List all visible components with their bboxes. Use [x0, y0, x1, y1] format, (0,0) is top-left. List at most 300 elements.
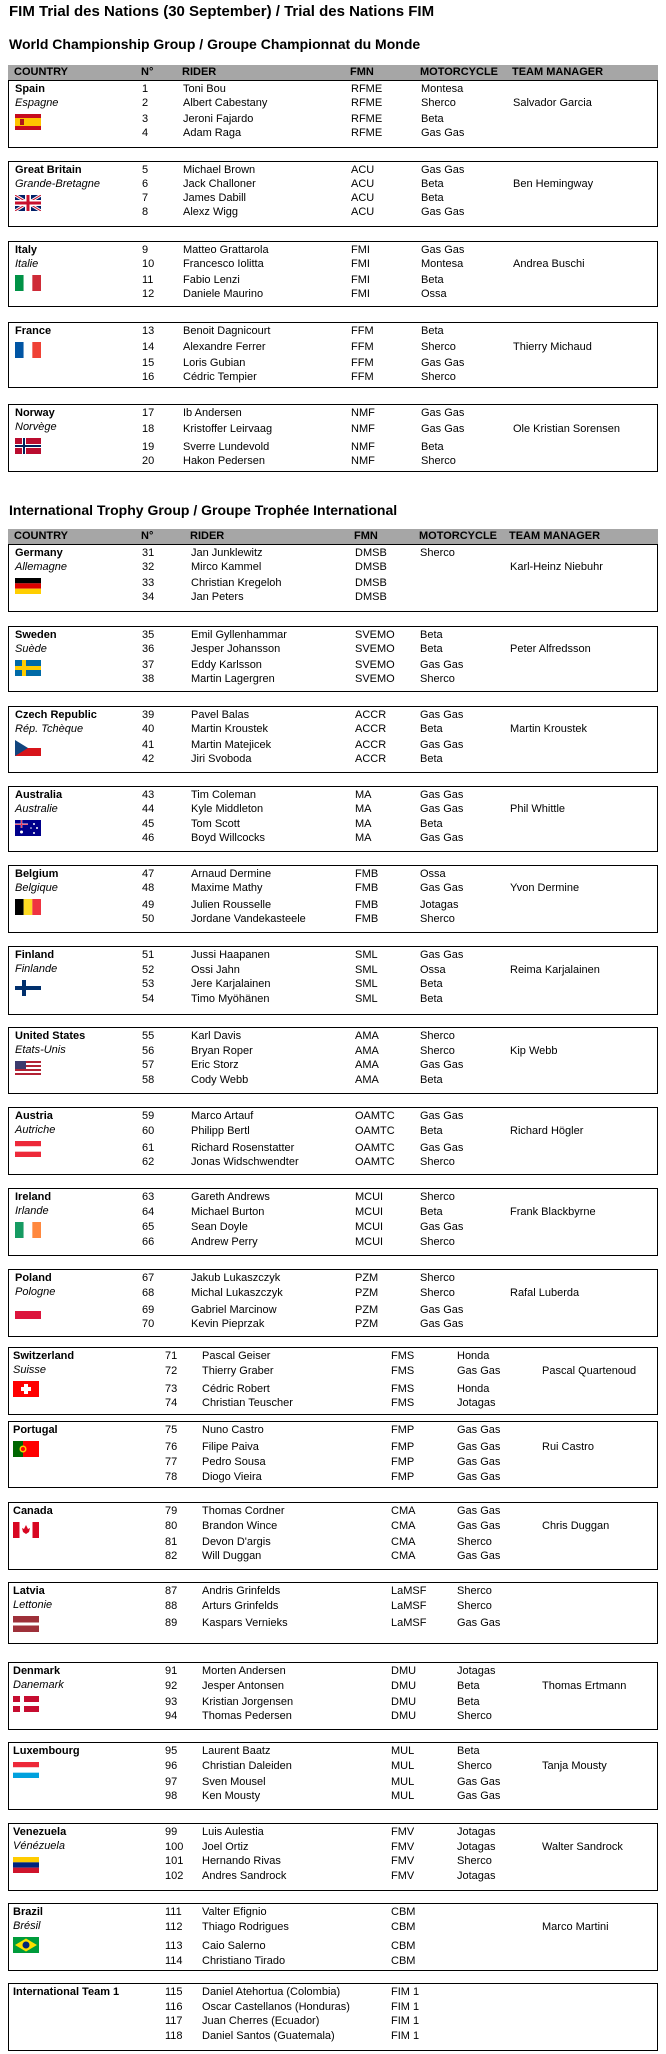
rider-number: 69: [142, 1304, 155, 1316]
rider-name: Michael Brown: [183, 164, 256, 176]
team-country-name: United States: [15, 1030, 86, 1042]
header-motorcycle: MOTORCYCLE: [419, 530, 498, 542]
portugal-flag: [13, 1441, 39, 1457]
team-block: [8, 1347, 658, 1415]
team-country-name: Sweden: [15, 629, 57, 641]
rider-fmn: FMP: [391, 1424, 415, 1436]
rider-number: 59: [142, 1110, 155, 1122]
rider-number: 65: [142, 1221, 155, 1233]
rider-fmn: OAMTC: [355, 1142, 395, 1154]
team-manager: Chris Duggan: [542, 1520, 610, 1532]
team-country-name: Great Britain: [15, 164, 82, 176]
header-country: COUNTRY: [14, 66, 68, 78]
rider-fmn: FIM 1: [391, 2015, 420, 2027]
rider-fmn: ACCR: [355, 709, 387, 721]
team-country-native: Irlande: [15, 1205, 49, 1217]
rider-number: 115: [165, 1986, 183, 1998]
rider-motorcycle: Gas Gas: [421, 127, 465, 139]
team-block: [8, 626, 658, 692]
rider-number: 46: [142, 832, 155, 844]
rider-number: 67: [142, 1272, 155, 1284]
rider-fmn: FMV: [391, 1870, 415, 1882]
team-country-name: France: [15, 325, 52, 337]
rider-number: 102: [165, 1870, 184, 1882]
rider-name: Oscar Castellanos (Honduras): [202, 2001, 350, 2013]
rider-number: 101: [165, 1855, 184, 1867]
team-country-name: International Team 1: [13, 1986, 120, 1998]
team-country-native: Suisse: [13, 1364, 47, 1376]
rider-fmn: FIM 1: [391, 1986, 420, 1998]
rider-fmn: NMF: [351, 455, 375, 467]
rider-number: 116: [165, 2001, 183, 2013]
denmark-flag: [13, 1696, 39, 1712]
rider-fmn: DMSB: [355, 591, 387, 603]
rider-fmn: MA: [355, 789, 372, 801]
latvia-flag: [13, 1616, 39, 1632]
rider-motorcycle: Gas Gas: [420, 739, 464, 751]
rider-fmn: MA: [355, 818, 372, 830]
norway-flag: [15, 438, 41, 454]
venezuela-flag: [13, 1857, 39, 1873]
rider-fmn: FMV: [391, 1855, 415, 1867]
rider-motorcycle: Gas Gas: [420, 659, 464, 671]
team-block: [8, 1983, 658, 2051]
rider-number: 60: [142, 1125, 155, 1137]
rider-name: Juan Cherres (Ecuador): [202, 2015, 320, 2027]
rider-number: 114: [165, 1955, 183, 1967]
rider-fmn: FMI: [351, 274, 370, 286]
rider-number: 66: [142, 1236, 155, 1248]
rider-number: 3: [142, 113, 149, 125]
rider-number: 33: [142, 577, 155, 589]
rider-fmn: CMA: [391, 1520, 416, 1532]
rider-name: Kevin Pieprzak: [191, 1318, 265, 1330]
rider-number: 50: [142, 913, 155, 925]
rider-motorcycle: Gas Gas: [420, 949, 464, 961]
rider-name: Kristoffer Leirvaag: [183, 423, 273, 435]
table-header: [8, 529, 658, 544]
team-manager: Ole Kristian Sorensen: [513, 423, 620, 435]
rider-name: Pascal Geiser: [202, 1350, 271, 1362]
rider-fmn: FMB: [355, 899, 379, 911]
rider-motorcycle: Beta: [420, 723, 443, 735]
rider-name: Martin Matejicek: [191, 739, 272, 751]
rider-fmn: ACU: [351, 192, 375, 204]
rider-name: Toni Bou: [183, 83, 226, 95]
brazil-flag: [13, 1937, 39, 1953]
rider-fmn: ACU: [351, 178, 375, 190]
rider-name: Kristian Jorgensen: [202, 1696, 294, 1708]
rider-motorcycle: Gas Gas: [457, 1790, 501, 1802]
rider-name: Devon D'argis: [202, 1536, 271, 1548]
rider-fmn: CMA: [391, 1505, 416, 1517]
rider-number: 100: [165, 1841, 184, 1853]
rider-name: Timo Myöhänen: [191, 993, 270, 1005]
header-fmn: FMN: [354, 530, 378, 542]
rider-motorcycle: Jotagas: [457, 1397, 496, 1409]
rider-motorcycle: Beta: [421, 192, 444, 204]
rider-name: Brandon Wince: [202, 1520, 278, 1532]
team-country-name: Denmark: [13, 1665, 61, 1677]
team-country-native: Danemark: [13, 1679, 64, 1691]
rider-motorcycle: Beta: [457, 1680, 480, 1692]
rider-number: 94: [165, 1710, 178, 1722]
team-block: [8, 1421, 658, 1488]
rider-number: 47: [142, 868, 155, 880]
team-block: [8, 404, 658, 472]
rider-name: Cédric Robert: [202, 1383, 270, 1395]
team-block: [8, 80, 658, 148]
team-country-name: Venezuela: [13, 1826, 67, 1838]
rider-fmn: RFME: [351, 97, 383, 109]
rider-motorcycle: Sherco: [420, 1287, 455, 1299]
rider-fmn: FMP: [391, 1441, 415, 1453]
rider-name: Christian Teuscher: [202, 1397, 293, 1409]
australia-flag: [15, 820, 41, 836]
rider-name: James Dabill: [183, 192, 246, 204]
rider-motorcycle: Beta: [420, 753, 443, 765]
rider-number: 49: [142, 899, 155, 911]
italy-flag: [15, 275, 41, 291]
team-manager: Ben Hemingway: [513, 178, 594, 190]
rider-motorcycle: Jotagas: [457, 1665, 496, 1677]
rider-fmn: OAMTC: [355, 1110, 395, 1122]
uk-flag: [15, 195, 41, 211]
rider-motorcycle: Montesa: [421, 258, 464, 270]
rider-number: 70: [142, 1318, 155, 1330]
rider-name: Morten Andersen: [202, 1665, 286, 1677]
rider-motorcycle: Gas Gas: [420, 1142, 464, 1154]
rider-name: Pedro Sousa: [202, 1456, 266, 1468]
rider-motorcycle: Gas Gas: [457, 1441, 501, 1453]
rider-fmn: ACCR: [355, 739, 387, 751]
rider-number: 118: [165, 2030, 183, 2042]
rider-fmn: SVEMO: [355, 659, 395, 671]
rider-fmn: FMS: [391, 1397, 415, 1409]
rider-motorcycle: Beta: [420, 643, 443, 655]
rider-fmn: MUL: [391, 1745, 415, 1757]
rider-motorcycle: Beta: [457, 1745, 480, 1757]
rider-motorcycle: Sherco: [457, 1760, 492, 1772]
rider-motorcycle: Sherco: [421, 341, 456, 353]
rider-fmn: AMA: [355, 1045, 379, 1057]
team-country-name: Italy: [15, 244, 38, 256]
rider-motorcycle: Gas Gas: [457, 1520, 501, 1532]
team-block: [8, 706, 658, 773]
team-country-native: Pologne: [15, 1286, 56, 1298]
rider-number: 8: [142, 206, 149, 218]
rider-fmn: DMSB: [355, 577, 387, 589]
rider-fmn: MCUI: [355, 1236, 384, 1248]
rider-name: Jesper Johansson: [191, 643, 281, 655]
team-country-native: Etats-Unis: [15, 1044, 66, 1056]
rider-name: Jesper Antonsen: [202, 1680, 284, 1692]
austria-flag: [15, 1141, 41, 1157]
rider-motorcycle: Jotagas: [457, 1826, 496, 1838]
finland-flag: [15, 980, 41, 996]
team-manager: Yvon Dermine: [510, 882, 580, 894]
rider-number: 78: [165, 1471, 178, 1483]
rider-name: Fabio Lenzi: [183, 274, 240, 286]
team-manager: Salvador Garcia: [513, 97, 592, 109]
rider-fmn: SVEMO: [355, 673, 395, 685]
team-country-name: Portugal: [13, 1424, 58, 1436]
team-block: [8, 1823, 658, 1891]
rider-name: Filipe Paiva: [202, 1441, 259, 1453]
team-block: [8, 1027, 658, 1094]
rider-name: Emil Gyllenhammar: [191, 629, 287, 641]
rider-number: 36: [142, 643, 155, 655]
team-country-native: Grande-Bretagne: [15, 178, 100, 190]
rider-fmn: FMB: [355, 882, 379, 894]
rider-motorcycle: Gas Gas: [420, 789, 464, 801]
team-block: [8, 1742, 658, 1810]
rider-fmn: FMI: [351, 258, 370, 270]
rider-motorcycle: Sherco: [421, 455, 456, 467]
rider-number: 74: [165, 1397, 178, 1409]
rider-number: 31: [142, 547, 155, 559]
team-country-name: Switzerland: [13, 1350, 75, 1362]
rider-fmn: MCUI: [355, 1206, 384, 1218]
rider-motorcycle: Sherco: [420, 1045, 455, 1057]
team-manager: Frank Blackbyrne: [510, 1206, 596, 1218]
team-block: [8, 161, 658, 227]
rider-motorcycle: Sherco: [420, 1272, 455, 1284]
team-country-native: Suède: [15, 643, 47, 655]
rider-fmn: CBM: [391, 1906, 416, 1918]
team-block: [8, 865, 658, 933]
team-manager: Peter Alfredsson: [510, 643, 591, 655]
rider-fmn: DMU: [391, 1710, 417, 1722]
team-country-native: Autriche: [15, 1124, 56, 1136]
table-header: [8, 65, 658, 80]
rider-number: 64: [142, 1206, 155, 1218]
header-motorcycle: MOTORCYCLE: [420, 66, 499, 78]
team-country-native: Australie: [15, 803, 58, 815]
team-country-native: Rép. Tchèque: [15, 723, 84, 735]
rider-fmn: ACCR: [355, 753, 387, 765]
rider-motorcycle: Gas Gas: [457, 1617, 501, 1629]
team-country-name: Australia: [15, 789, 63, 801]
rider-name: Thierry Graber: [202, 1365, 274, 1377]
rider-fmn: NMF: [351, 441, 375, 453]
rider-name: Gabriel Marcinow: [191, 1304, 277, 1316]
rider-motorcycle: Sherco: [421, 371, 456, 383]
team-manager: Walter Sandrock: [542, 1841, 623, 1853]
team-manager: Rafal Luberda: [510, 1287, 580, 1299]
rider-motorcycle: Gas Gas: [420, 709, 464, 721]
rider-motorcycle: Sherco: [420, 913, 455, 925]
rider-fmn: ACU: [351, 206, 375, 218]
usa-flag: [15, 1061, 41, 1077]
rider-motorcycle: Gas Gas: [421, 407, 465, 419]
rider-motorcycle: Beta: [420, 1206, 443, 1218]
rider-motorcycle: Gas Gas: [420, 803, 464, 815]
sweden-flag: [15, 660, 41, 676]
germany-flag: [15, 578, 41, 594]
rider-motorcycle: Gas Gas: [421, 423, 465, 435]
team-manager: Karl-Heinz Niebuhr: [510, 561, 603, 573]
rider-name: Philipp Bertl: [191, 1125, 250, 1137]
rider-name: Andris Grinfelds: [202, 1585, 281, 1597]
rider-name: Mirco Kammel: [191, 561, 262, 573]
team-block: [8, 1582, 658, 1644]
rider-motorcycle: Montesa: [421, 83, 464, 95]
rider-name: Thomas Pedersen: [202, 1710, 292, 1722]
header-manager: TEAM MANAGER: [512, 66, 604, 78]
rider-fmn: FIM 1: [391, 2001, 420, 2013]
rider-name: Luis Aulestia: [202, 1826, 264, 1838]
rider-number: 111: [165, 1906, 182, 1918]
rider-fmn: FMB: [355, 868, 379, 880]
switzerland-flag: [13, 1381, 39, 1397]
rider-name: Arturs Grinfelds: [202, 1600, 279, 1612]
rider-motorcycle: Gas Gas: [457, 1365, 501, 1377]
rider-number: 20: [142, 455, 155, 467]
rider-name: Arnaud Dermine: [191, 868, 272, 880]
rider-motorcycle: Sherco: [457, 1710, 492, 1722]
rider-number: 113: [165, 1940, 183, 1952]
rider-name: Alexz Wigg: [183, 206, 239, 218]
rider-number: 76: [165, 1441, 178, 1453]
rider-motorcycle: Sherco: [457, 1855, 492, 1867]
rider-motorcycle: Sherco: [420, 673, 455, 685]
rider-number: 10: [142, 258, 155, 270]
rider-motorcycle: Gas Gas: [457, 1471, 501, 1483]
team-country-name: Norway: [15, 407, 55, 419]
rider-fmn: SML: [355, 964, 378, 976]
team-country-name: Finland: [15, 949, 55, 961]
rider-name: Richard Rosenstatter: [191, 1142, 295, 1154]
rider-fmn: FFM: [351, 371, 374, 383]
rider-name: Sean Doyle: [191, 1221, 248, 1233]
rider-motorcycle: Gas Gas: [421, 206, 465, 218]
rider-fmn: FIM 1: [391, 2030, 420, 2042]
rider-motorcycle: Honda: [457, 1383, 490, 1395]
rider-fmn: AMA: [355, 1059, 379, 1071]
rider-fmn: CBM: [391, 1921, 416, 1933]
rider-number: 40: [142, 723, 155, 735]
rider-number: 16: [142, 371, 155, 383]
rider-number: 14: [142, 341, 155, 353]
rider-name: Benoit Dagnicourt: [183, 325, 271, 337]
rider-fmn: MUL: [391, 1790, 415, 1802]
rider-fmn: DMU: [391, 1665, 417, 1677]
rider-number: 57: [142, 1059, 155, 1071]
team-country-name: Germany: [15, 547, 63, 559]
rider-number: 39: [142, 709, 155, 721]
rider-number: 34: [142, 591, 155, 603]
rider-name: Albert Cabestany: [183, 97, 268, 109]
rider-name: Will Duggan: [202, 1550, 262, 1562]
rider-number: 98: [165, 1790, 178, 1802]
rider-number: 72: [165, 1365, 178, 1377]
rider-number: 79: [165, 1505, 178, 1517]
rider-name: Jeroni Fajardo: [183, 113, 254, 125]
rider-motorcycle: Gas Gas: [457, 1505, 501, 1517]
rider-name: Gareth Andrews: [191, 1191, 270, 1203]
rider-name: Adam Raga: [183, 127, 242, 139]
rider-name: Caio Salerno: [202, 1940, 266, 1952]
rider-motorcycle: Gas Gas: [421, 244, 465, 256]
team-manager: Thierry Michaud: [513, 341, 592, 353]
rider-number: 77: [165, 1456, 178, 1468]
rider-fmn: CBM: [391, 1955, 416, 1967]
team-manager: Pascal Quartenoud: [542, 1365, 637, 1377]
rider-name: Michal Lukaszczyk: [191, 1287, 283, 1299]
rider-number: 53: [142, 978, 155, 990]
rider-motorcycle: Gas Gas: [420, 1110, 464, 1122]
rider-motorcycle: Sherco: [457, 1536, 492, 1548]
rider-name: Kyle Middleton: [191, 803, 264, 815]
rider-name: Eric Storz: [191, 1059, 239, 1071]
rider-name: Thomas Cordner: [202, 1505, 285, 1517]
rider-motorcycle: Beta: [421, 325, 444, 337]
team-country-native: Belgique: [15, 882, 58, 894]
rider-number: 42: [142, 753, 155, 765]
rider-fmn: DMU: [391, 1680, 417, 1692]
rider-motorcycle: Ossa: [420, 868, 446, 880]
rider-number: 62: [142, 1156, 155, 1168]
rider-number: 9: [142, 244, 149, 256]
rider-number: 18: [142, 423, 155, 435]
czech-flag: [15, 740, 41, 756]
rider-name: Jakub Lukaszczyk: [191, 1272, 281, 1284]
rider-fmn: FMS: [391, 1350, 415, 1362]
team-block: [8, 1188, 658, 1256]
header-rider: RIDER: [190, 530, 225, 542]
rider-fmn: MCUI: [355, 1191, 384, 1203]
rider-fmn: ACCR: [355, 723, 387, 735]
rider-name: Andrew Perry: [191, 1236, 258, 1248]
rider-number: 112: [165, 1921, 183, 1933]
rider-number: 54: [142, 993, 155, 1005]
rider-name: Christian Kregeloh: [191, 577, 282, 589]
rider-fmn: SVEMO: [355, 643, 395, 655]
rider-name: Kaspars Vernieks: [202, 1617, 288, 1629]
rider-number: 89: [165, 1617, 178, 1629]
team-country-name: Czech Republic: [15, 709, 97, 721]
rider-number: 58: [142, 1074, 155, 1086]
group-title: World Championship Group / Groupe Championnat du Monde: [9, 36, 421, 52]
rider-number: 61: [142, 1142, 155, 1154]
team-block: [8, 786, 658, 852]
rider-number: 19: [142, 441, 155, 453]
rider-name: Andres Sandrock: [202, 1870, 287, 1882]
team-country-native: Norvège: [15, 421, 57, 433]
team-country-native: Finlande: [15, 963, 58, 975]
rider-fmn: RFME: [351, 113, 383, 125]
team-country-name: Luxembourg: [13, 1745, 80, 1757]
header-manager: TEAM MANAGER: [509, 530, 601, 542]
rider-number: 87: [165, 1585, 178, 1597]
header-fmn: FMN: [350, 66, 374, 78]
team-country-name: Brazil: [13, 1906, 43, 1918]
rider-name: Jonas Widschwendter: [191, 1156, 299, 1168]
rider-name: Ib Andersen: [183, 407, 242, 419]
team-manager: Thomas Ertmann: [542, 1680, 627, 1692]
rider-fmn: CBM: [391, 1940, 416, 1952]
rider-number: 15: [142, 357, 155, 369]
rider-name: Martin Kroustek: [191, 723, 269, 735]
rider-number: 56: [142, 1045, 155, 1057]
rider-fmn: OAMTC: [355, 1125, 395, 1137]
rider-name: Michael Burton: [191, 1206, 265, 1218]
rider-name: Christiano Tirado: [202, 1955, 286, 1967]
rider-fmn: FMB: [355, 913, 379, 925]
rider-motorcycle: Honda: [457, 1350, 490, 1362]
rider-number: 48: [142, 882, 155, 894]
